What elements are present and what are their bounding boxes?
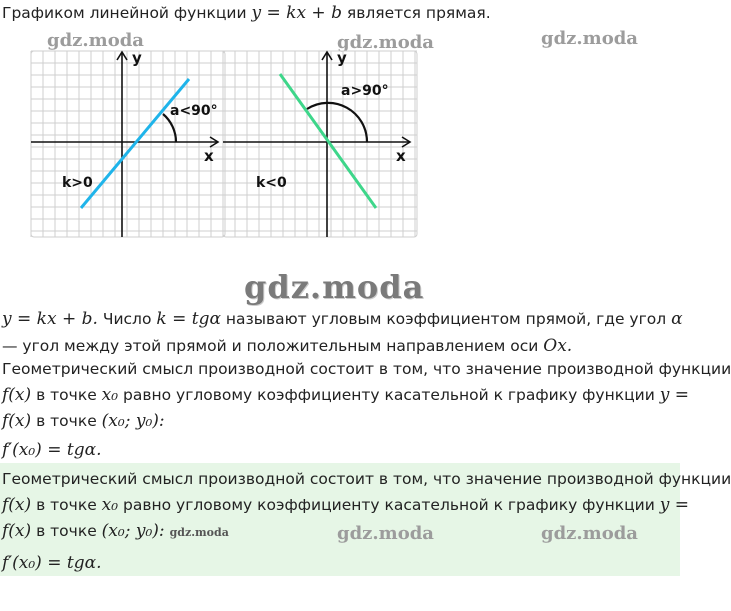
p1-line-2	[2, 335, 572, 357]
intro-tail: является прямая.	[346, 4, 491, 22]
p2-line-3	[2, 410, 165, 432]
formula-derivative: f′(x₀) = tgα.	[2, 440, 102, 460]
intro-formula: y = kx + b	[251, 3, 342, 23]
watermark: gdz.moda	[541, 523, 638, 544]
formula-ox: Ox.	[543, 336, 573, 356]
text: в точке	[36, 522, 97, 540]
y-axis-label: y	[337, 49, 347, 67]
watermark: gdz.moda	[337, 523, 434, 544]
p3-line-2	[2, 494, 689, 516]
formula-y-eq: y =	[659, 385, 689, 405]
p2-line-4	[2, 439, 101, 461]
formula-fx: f(x)	[2, 495, 32, 515]
watermark: gdz.moda	[337, 32, 434, 53]
graph-positive-slope	[28, 48, 228, 240]
formula-kxb: y = kx + b.	[2, 309, 98, 329]
function-line	[81, 79, 189, 208]
formula-alpha: α	[671, 309, 683, 329]
watermark: gdz.moda	[47, 30, 144, 51]
text: в точке	[36, 386, 97, 404]
watermark-inline: gdz.moda	[169, 526, 229, 539]
formula-point: (x₀; y₀):	[101, 521, 165, 541]
formula-k-tg: k = tgα	[156, 309, 221, 329]
p1-line-1	[2, 308, 683, 330]
formula-y-eq: y =	[659, 495, 689, 515]
p2-line-2	[2, 384, 689, 406]
k-label: k<0	[256, 175, 287, 191]
x-axis-label: x	[396, 147, 406, 165]
x-axis-label: x	[204, 147, 214, 165]
p3-line-1: Геометрический смысл производной состоит в том, что значение производной функции	[2, 470, 731, 488]
angle-label: a>90°	[341, 83, 389, 99]
text: Число	[102, 310, 152, 328]
p2-line-1: Геометрический смысл производной состоит в том, что значение производной функции	[2, 360, 731, 378]
intro-line	[2, 2, 491, 24]
y-axis-label: y	[132, 49, 142, 67]
formula-derivative: f′(x₀) = tgα.	[2, 553, 102, 573]
watermark: gdz.moda	[541, 28, 638, 49]
formula-point: (x₀; y₀):	[101, 411, 165, 431]
grid	[31, 51, 225, 237]
watermark-large: gdz.moda	[244, 268, 425, 306]
text: — угол между этой прямой и положительным направлением оси	[2, 337, 539, 355]
axes	[31, 52, 218, 237]
text: равно угловому коэффициенту касательной к графику функции	[123, 496, 655, 514]
intro-text: Графиком линейной функции	[2, 4, 247, 22]
formula-fx: f(x)	[2, 521, 32, 541]
formula-fx: f(x)	[2, 385, 32, 405]
formula-fx: f(x)	[2, 411, 32, 431]
k-label: k>0	[62, 175, 93, 191]
text: называют угловым коэффициентом прямой, где угол	[225, 310, 667, 328]
graph-negative-slope	[220, 48, 420, 240]
p3-line-4	[2, 552, 101, 574]
grid	[223, 51, 417, 237]
text: в точке	[36, 496, 97, 514]
text: в точке	[36, 412, 97, 430]
p3-line-3	[2, 520, 229, 544]
angle-label: a<90°	[170, 103, 218, 119]
formula-x0: x₀	[101, 495, 119, 515]
formula-x0: x₀	[101, 385, 119, 405]
text: равно угловому коэффициенту касательной к графику функции	[123, 386, 655, 404]
axes	[223, 52, 410, 237]
